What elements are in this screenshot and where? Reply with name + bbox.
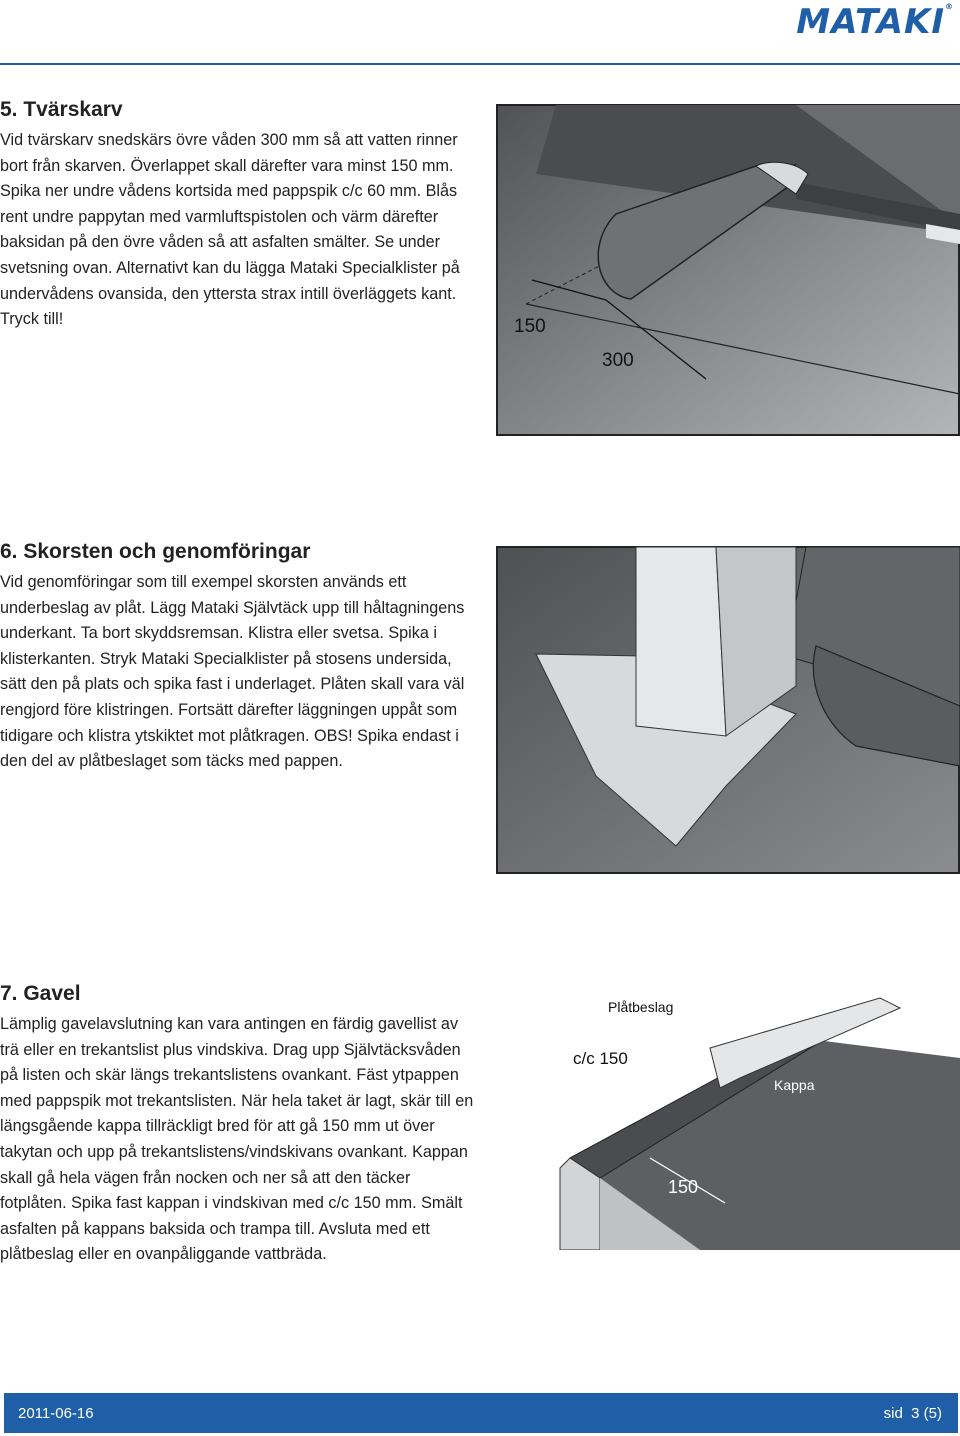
- dim-label-150: 150: [514, 316, 546, 337]
- section-heading: 6. Skorsten och genomföringar: [0, 540, 311, 563]
- figure-gavel: [540, 988, 960, 1250]
- label-platbeslag: Plåtbeslag: [608, 999, 674, 1015]
- section-tvarskarv: [0, 98, 470, 333]
- section-body: Vid tvärskarv snedskärs övre våden 300 mm så att vatten rinner bort från skarven. Överlappet skall därefter vara minst 150 mm. Spika ner undre vådens kortsida med pappspik c/c 60 mm. Blås rent undre pappytan med varmluftspistolen och värm därefter baksidan på den övre våden så att asfalten smälter. Se under svetsning ovan. Alternativt kan du lägga Mataki Specialklister på undervådens ovansida, den yttersta strax intill överläggets kant. Tryck till!: [0, 131, 460, 329]
- section-heading: 5. Tvärskarv: [0, 98, 123, 121]
- section-gavel: [0, 982, 480, 1268]
- label-150: 150: [668, 1177, 699, 1197]
- section-body: Vid genomföringar som till exempel skorsten används ett underbeslag av plåt. Lägg Mataki Självtäck upp till håltagningens underkant. Ta bort skyddsremsan. Klistra eller svetsa. Spika i klisterkanten. Stryk Mataki Specialklister på stosens undersida, sätt den på plats och spika fast i underlaget. Plåten skall vara väl rengjord före klistringen. Fortsätt därefter läggningen uppåt som tidigare och klistra ytskiktet mot plåtkragen. OBS! Spika endast i den del av plåtbeslaget som täcks med pappen.: [0, 573, 465, 771]
- header-rule: [0, 63, 960, 65]
- mataki-logo: MATAKI®: [796, 2, 954, 42]
- footer-date: 2011-06-16: [18, 1405, 94, 1422]
- footer-bar: [4, 1393, 958, 1433]
- section-heading: 7. Gavel: [0, 982, 81, 1005]
- label-cc-150: c/c 150: [573, 1049, 628, 1068]
- figure-tvarskarv: [496, 104, 960, 436]
- section-body: Lämplig gavelavslutning kan vara antingen en färdig gavellist av trä eller en trekantslist plus vindskiva. Drag upp Självtäcksvåden på listen och skär längs trekantslistens ovankant. Fäst ytpappen med pappspik mot trekantslisten. När hela taket är lagt, skär till en längsgående kappa tillräckligt bred för att gå 150 mm ut över takytan och upp på trekantslistens/vindskivans ovankant. Kappan skall gå hela vägen från nocken och ner så att den täcker fotplåten. Spika fast kappan i vindskivan med c/c 150 mm. Smält asfalten på kappans baksida och trampa till. Avsluta med ett plåtbeslag eller en ovanpåliggande vattbräda.: [0, 1015, 474, 1264]
- figure-skorsten: [496, 546, 960, 874]
- section-skorsten: [0, 540, 470, 775]
- label-kappa: Kappa: [774, 1077, 815, 1093]
- footer-page: sid 3 (5): [883, 1405, 942, 1422]
- dim-label-300: 300: [602, 350, 634, 371]
